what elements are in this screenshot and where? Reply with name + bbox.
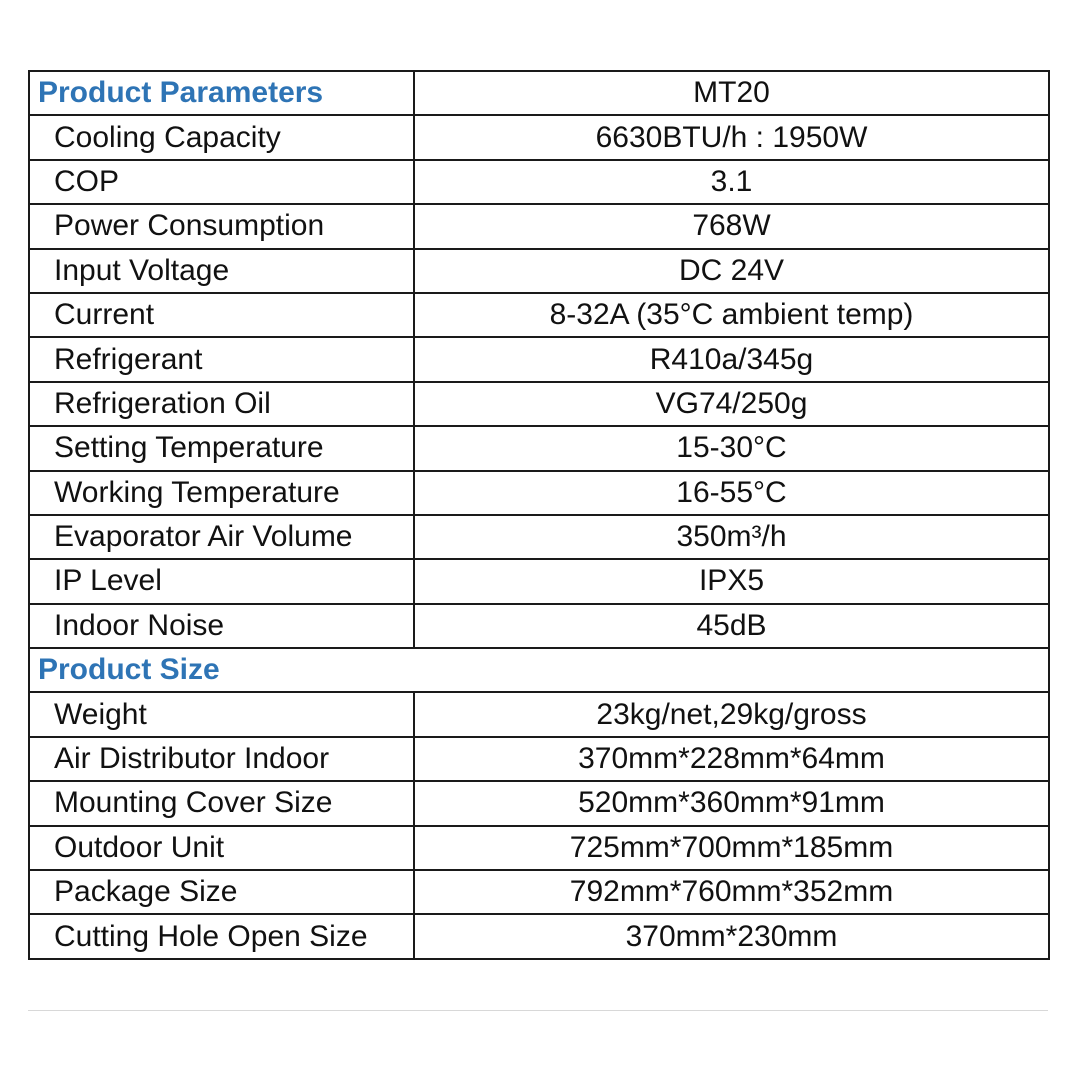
- row-label: IP Level: [29, 559, 414, 603]
- row-label: Cutting Hole Open Size: [29, 914, 414, 958]
- table-row: [29, 293, 1049, 337]
- table-row: [29, 249, 1049, 293]
- table-row: [29, 826, 1049, 870]
- bottom-divider: [28, 1010, 1048, 1011]
- row-label: Mounting Cover Size: [29, 781, 414, 825]
- row-value: 3.1: [414, 160, 1049, 204]
- row-value: 370mm*228mm*64mm: [414, 737, 1049, 781]
- row-value: 45dB: [414, 604, 1049, 648]
- row-value: IPX5: [414, 559, 1049, 603]
- product-size-header: Product Size: [29, 648, 1049, 692]
- table-row: [29, 604, 1049, 648]
- row-label: Refrigeration Oil: [29, 382, 414, 426]
- row-value: 23kg/net,29kg/gross: [414, 692, 1049, 736]
- row-value: 6630BTU/h : 1950W: [414, 115, 1049, 159]
- row-value: R410a/345g: [414, 337, 1049, 381]
- model-name: MT20: [414, 71, 1049, 115]
- table-row: [29, 914, 1049, 958]
- table-row: [29, 115, 1049, 159]
- row-label: Air Distributor Indoor: [29, 737, 414, 781]
- row-label: Power Consumption: [29, 204, 414, 248]
- row-value: 520mm*360mm*91mm: [414, 781, 1049, 825]
- table-row: [29, 737, 1049, 781]
- row-label: Working Temperature: [29, 471, 414, 515]
- row-label: Outdoor Unit: [29, 826, 414, 870]
- table-row: [29, 382, 1049, 426]
- spec-table: [28, 70, 1050, 960]
- table-row: [29, 426, 1049, 470]
- table-row: [29, 559, 1049, 603]
- table-row: [29, 337, 1049, 381]
- row-label: Evaporator Air Volume: [29, 515, 414, 559]
- row-label: Indoor Noise: [29, 604, 414, 648]
- table-row: [29, 692, 1049, 736]
- row-value: 725mm*700mm*185mm: [414, 826, 1049, 870]
- row-label: Cooling Capacity: [29, 115, 414, 159]
- row-value: VG74/250g: [414, 382, 1049, 426]
- row-label: Refrigerant: [29, 337, 414, 381]
- table-row: [29, 781, 1049, 825]
- row-value: 8-32A (35°C ambient temp): [414, 293, 1049, 337]
- row-value: 15-30°C: [414, 426, 1049, 470]
- product-parameters-header: Product Parameters: [29, 71, 414, 115]
- row-label: Setting Temperature: [29, 426, 414, 470]
- row-label: Input Voltage: [29, 249, 414, 293]
- row-value: 792mm*760mm*352mm: [414, 870, 1049, 914]
- table-row: [29, 471, 1049, 515]
- parameters-header-row: [29, 71, 1049, 115]
- row-value: 350m³/h: [414, 515, 1049, 559]
- size-header-row: [29, 648, 1049, 692]
- row-value: 16-55°C: [414, 471, 1049, 515]
- row-value: 370mm*230mm: [414, 914, 1049, 958]
- row-label: Package Size: [29, 870, 414, 914]
- row-label: Weight: [29, 692, 414, 736]
- row-value: DC 24V: [414, 249, 1049, 293]
- row-label: Current: [29, 293, 414, 337]
- table-row: [29, 870, 1049, 914]
- table-row: [29, 160, 1049, 204]
- table-row: [29, 515, 1049, 559]
- row-value: 768W: [414, 204, 1049, 248]
- table-row: [29, 204, 1049, 248]
- row-label: COP: [29, 160, 414, 204]
